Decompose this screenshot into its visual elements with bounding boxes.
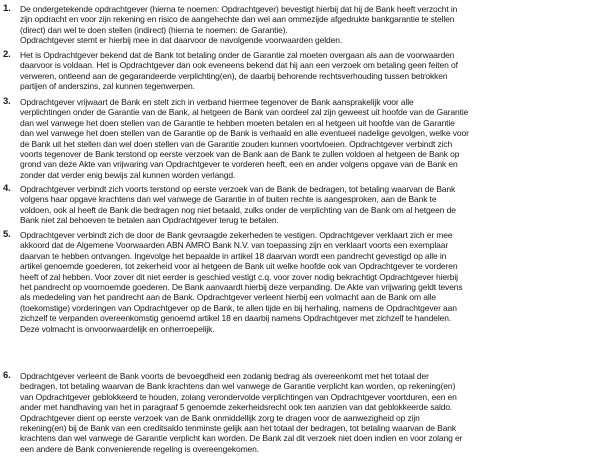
clause-number: 2. (3, 49, 11, 60)
text-line: een andere de Bank convenierende regeling is overeengekomen. (20, 443, 260, 454)
text-line: artikel genoemde goederen, tot zekerheid voor al hetgeen de Bank uit welke hoofde ook van Opdrachtgever te vorderen (20, 261, 458, 272)
clause-text (20, 184, 602, 226)
text-line: voorts tegenover de Bank terstond op eerste verzoek van de Bank aan de Bank te zullen voldoen al hetgeen de Bank op (20, 148, 460, 159)
text-line: zijn opdracht en voor zijn rekening en risico de aangehechte dan wel aan ommezijde afgedrukte bankgarantie te stellen (20, 14, 455, 25)
text-line: Opdrachtgever verbindt zich de door de Bank gevraagde zekerheden te vestigen. Opdrachtgever verklaart zich er mee (20, 230, 453, 240)
clause-text (20, 4, 602, 46)
clause-number: 4. (3, 183, 11, 194)
text-line: De ondergetekende opdrachtgever (hierna te noemen: Opdrachtgever) bevestigt hierbij dat hij de Bank heeft verzocht in (20, 4, 458, 14)
text-line: van Opdrachtgever geblokkeerd te houden, zolang verondervolde verplichtingen van Opdrachtgever voortduren, een en (20, 391, 457, 402)
text-line: volgens haar opgave krachtens dan wel vanwege de Garantie in of buiten rechte is aangesproken, aan de Bank te (20, 194, 437, 205)
text-line: dan wel vanwege het doen stellen van de Garantie op de Bank is verhaald en alle eventueel nadelige gevolgen, welke voor (20, 128, 469, 139)
text-line: de Bank uit het stellen dan wel doen stellen van de Garantie zouden kunnen voortvloeien. Opdrachtgever verbindt zich (20, 138, 453, 149)
text-line: bedragen, tot betaling waarvan de Bank krachtens dan wel vanwege de Garantie verplicht kan worden, op rekening(en) (20, 381, 456, 392)
text-line: Opdrachtgever stemt er hierbij mee in dat daarvoor de navolgende voorwaarden gelden. (20, 35, 343, 46)
text-line: krachtens dan wel vanwege de Garantie verplicht kan worden. De Bank zal dit verzoek niet doen indien en voor zolang er (20, 433, 463, 444)
clause-number: 3. (3, 96, 11, 107)
text-line: Opdrachtgever verbindt zich voorts terstond op eerste verzoek van de Bank de bedragen, tot betaling waarvan de Bank (20, 184, 456, 194)
text-line: rekening(en) bij de Bank van een creditsaldo tenminste gelijk aan het totaal der bedragen, tot betaling waarvan de Bank (20, 422, 457, 433)
text-line: verplichtingen onder de Garantie van de Bank, al hetgeen de Bank van oordeel zal zijn geweest uit hoofde van de Garantie (20, 107, 469, 118)
text-line: daarvoor is voldaan. Het is Opdrachtgever dan ook eveneens bekend dat hij aan een verzoek om betaling geen feiten of (20, 60, 458, 71)
clause-text (20, 97, 602, 180)
clause-text (20, 230, 602, 334)
text-line: (direct) dan wel te doen stellen (indirect) (hierna te noemen: de Garantie). (20, 24, 288, 35)
text-line: (toekomstige) vorderingen van Opdrachtgever op de Bank, te allen tijde en bij herhaling, namens de Opdrachtgever aan (20, 302, 457, 313)
text-line: daarvan te hebben ontvangen. Ingevolge het bepaalde in artikel 18 daarvan wordt een pandrecht gevestigd op alle in (20, 250, 447, 261)
text-line: Opdrachtgever verleent de Bank voorts de bevoegdheid een zodanig bedrag als overeenkomt met het totaal der (20, 371, 429, 381)
text-line: dan wel vanwege het doen stellen van de Garantie te hebben moeten betalen en al hetgeen uit hoofde van de Garantie (20, 117, 455, 128)
text-line: Deze volmacht is onvoorwaardelijk en onherroepelijk. (20, 323, 215, 334)
clause-number: 1. (3, 3, 11, 14)
text-line: verweren, ontleend aan de gegarandeerde verplichting(en), de daarbij behorende rechtsverhouding tussen betrokken (20, 70, 448, 81)
text-line: zonder dat verder enig bewijs zal kunnen worden verlangd. (20, 169, 236, 180)
text-line: voldoen, ook al heeft de Bank die bedragen nog niet betaald, zulks onder de verplichting van de Bank om al hetgeen de (20, 204, 456, 215)
text-line: als mededeling van het pandrecht aan de Bank. Opdrachtgever verleent hierbij een volmacht aan de Bank om alle (20, 292, 436, 303)
text-line: Opdrachtgever vrijwaart de Bank en stelt zich in verband hiermee tegenover de Bank aansprakelijk voor alle (20, 97, 414, 107)
text-line: zichzelf te verpanden overeenkomstig genoemd artikel 18 en daarbij namens Opdrachtgever met zichzelf te handelen. (20, 313, 452, 324)
text-line: Het is Opdrachtgever bekend dat de Bank tot betaling onder de Garantie zal moeten overgaan als aan de voorwaarden (20, 50, 455, 60)
clause-text (20, 371, 602, 454)
text-line: grond van deze Akte van vrijwaring van Opdrachtgever te vorderen heeft, een en ander volgens opgave van de Bank en (20, 159, 458, 170)
text-line: akkoord dat de Algemene Voorwaarden ABN AMRO Bank N.V. van toepassing zijn en verklaart voorts een exemplaar (20, 240, 449, 251)
text-line: Bank niet zal behoeven te betalen aan Opdrachtgever terug te betalen. (20, 215, 279, 226)
text-line: heeft of zal hebben. Voor zover dit niet eerder is geschied vestigt c.q. voor zover nodig bekrachtigt Opdrachtgever hierbij (20, 271, 458, 282)
text-line: Opdrachtgever dient op eerste verzoek van de Bank onmiddellijk zorg te dragen voor de aanwezigheid op zijn (20, 412, 420, 423)
text-line: ander met handhaving van het in paragraaf 5 genoemde zekerheidsrecht ook ten aanzien van dat geblokkeerde saldo. (20, 402, 453, 413)
clause-number: 5. (3, 229, 11, 240)
clause-number: 6. (3, 370, 11, 381)
clause-text (20, 50, 602, 92)
text-line: partijen of anderszins, zal kunnen tegenwerpen. (20, 81, 195, 92)
text-line: het pandrecht op voornoemde goederen. De Bank aanvaardt hierbij deze verpanding. De Akte van vrijwaring geldt tevens (20, 281, 463, 292)
